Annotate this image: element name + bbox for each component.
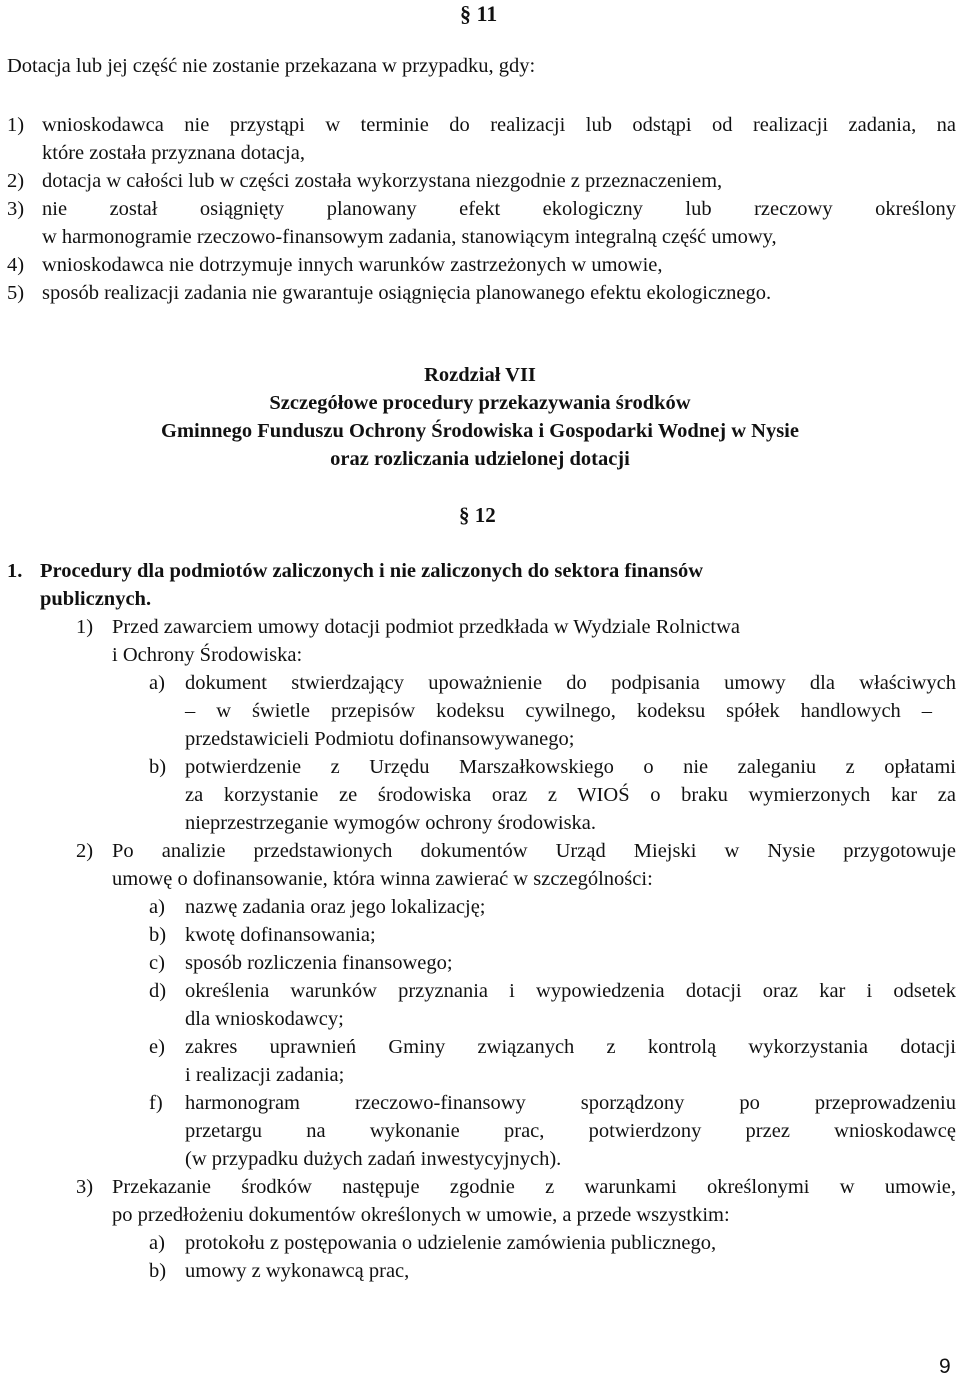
chapter-title: Rozdział VII	[424, 364, 536, 386]
subitem-text: zakres uprawnień Gminy związanych z kontrolą wykorzystania dotacji	[185, 1036, 956, 1058]
subpoint-text: po przedłożeniu dokumentów określonych w umowie, a przede wszystkim:	[112, 1204, 730, 1226]
subpoint-number: 2)	[76, 840, 94, 862]
list-item-text: w harmonogramie rzeczowo-finansowym zadania, stanowiącym integralną część umowy,	[42, 226, 777, 248]
point-title: publicznych.	[40, 588, 152, 610]
list-item-number: 5)	[7, 282, 25, 304]
page-number: 9	[939, 1355, 951, 1378]
subitem-text: i realizacji zadania;	[185, 1064, 345, 1086]
list-item-text: które została przyznana dotacja,	[42, 142, 305, 164]
point-title: Procedury dla podmiotów zaliczonych i nie zaliczonych do sektora finansów	[40, 560, 704, 582]
point-number: 1.	[7, 560, 23, 582]
subpoint-number: 3)	[76, 1176, 94, 1198]
subitem-text: określenia warunków przyznania i wypowiedzenia dotacji oraz kar i odsetek	[185, 980, 956, 1002]
section-12-heading: § 12	[459, 503, 496, 527]
subitem-text: przetargu na wykonanie prac, potwierdzony przez wnioskodawcę	[185, 1120, 956, 1142]
subitem-text: protokołu z postępowania o udzielenie zamówienia publicznego,	[185, 1232, 717, 1254]
subitem-letter: d)	[149, 980, 167, 1002]
subpoint-text: umowę o dofinansowanie, która winna zawierać w szczególności:	[112, 868, 653, 890]
section-11-heading: § 11	[460, 1, 498, 26]
subitem-text: umowy z wykonawcą prac,	[185, 1260, 410, 1282]
list-item-number: 1)	[7, 114, 25, 136]
section-11-intro: Dotacja lub jej część nie zostanie przekazana w przypadku, gdy:	[7, 55, 536, 77]
subitem-text: dla wnioskodawcy;	[185, 1008, 344, 1030]
subitem-text: kwotę dofinansowania;	[185, 924, 376, 946]
subpoint-text: i Ochrony Środowiska:	[112, 644, 303, 666]
chapter-subtitle: oraz rozliczania udzielonej dotacji	[330, 448, 630, 470]
subitem-letter: b)	[149, 756, 167, 778]
subitem-text: przedstawicieli Podmiotu dofinansowywanego;	[185, 728, 575, 750]
list-item-text: wnioskodawca nie dotrzymuje innych warunków zastrzeżonych w umowie,	[42, 254, 663, 276]
subitem-text: – w świetle przepisów kodeksu cywilnego, kodeksu spółek handlowych –	[185, 700, 932, 722]
subitem-text: dokument stwierdzający upoważnienie do podpisania umowy dla właściwych	[185, 672, 956, 694]
subitem-letter: b)	[149, 1260, 167, 1282]
list-item-number: 2)	[7, 170, 25, 192]
subpoint-text: Przed zawarciem umowy dotacji podmiot przedkłada w Wydziale Rolnictwa	[112, 616, 740, 638]
list-item-text: dotacja w całości lub w części została wykorzystana niezgodnie z przeznaczeniem,	[42, 170, 723, 192]
subitem-letter: a)	[149, 1232, 165, 1254]
subitem-text: nazwę zadania oraz jego lokalizację;	[185, 896, 486, 918]
subitem-text: harmonogram rzeczowo-finansowy sporządzony po przeprowadzeniu	[185, 1092, 956, 1114]
subpoint-text: Przekazanie środków następuje zgodnie z warunkami określonymi w umowie,	[112, 1176, 956, 1198]
chapter-subtitle: Gminnego Funduszu Ochrony Środowiska i Gospodarki Wodnej w Nysie	[161, 420, 799, 442]
subitem-letter: a)	[149, 896, 165, 918]
subitem-text: potwierdzenie z Urzędu Marszałkowskiego o nie zaleganiu z opłatami	[185, 756, 956, 778]
chapter-subtitle: Szczegółowe procedury przekazywania środków	[269, 392, 691, 414]
list-item-number: 3)	[7, 198, 25, 220]
subitem-text: (w przypadku dużych zadań inwestycyjnych).	[185, 1148, 562, 1170]
list-item-text: wnioskodawca nie przystąpi w terminie do realizacji lub odstąpi od realizacji zadania, na	[42, 114, 956, 136]
subitem-text: sposób rozliczenia finansowego;	[185, 952, 453, 974]
list-item-number: 4)	[7, 254, 25, 276]
subitem-letter: f)	[149, 1092, 163, 1114]
subitem-text: nieprzestrzeganie wymogów ochrony środowiska.	[185, 812, 597, 834]
subitem-letter: a)	[149, 672, 165, 694]
subitem-text: za korzystanie ze środowiska oraz z WIOŚ o braku wymierzonych kar za	[185, 784, 956, 806]
subitem-letter: e)	[149, 1036, 165, 1058]
subitem-letter: c)	[149, 952, 165, 974]
subpoint-number: 1)	[76, 616, 94, 638]
list-item-text: nie został osiągnięty planowany efekt ekologiczny lub rzeczowy określony	[42, 198, 956, 220]
subitem-letter: b)	[149, 924, 167, 946]
list-item-text: sposób realizacji zadania nie gwarantuje osiągnięcia planowanego efektu ekologicznego.	[42, 282, 772, 304]
subpoint-text: Po analizie przedstawionych dokumentów Urząd Miejski w Nysie przygotowuje	[112, 840, 956, 862]
